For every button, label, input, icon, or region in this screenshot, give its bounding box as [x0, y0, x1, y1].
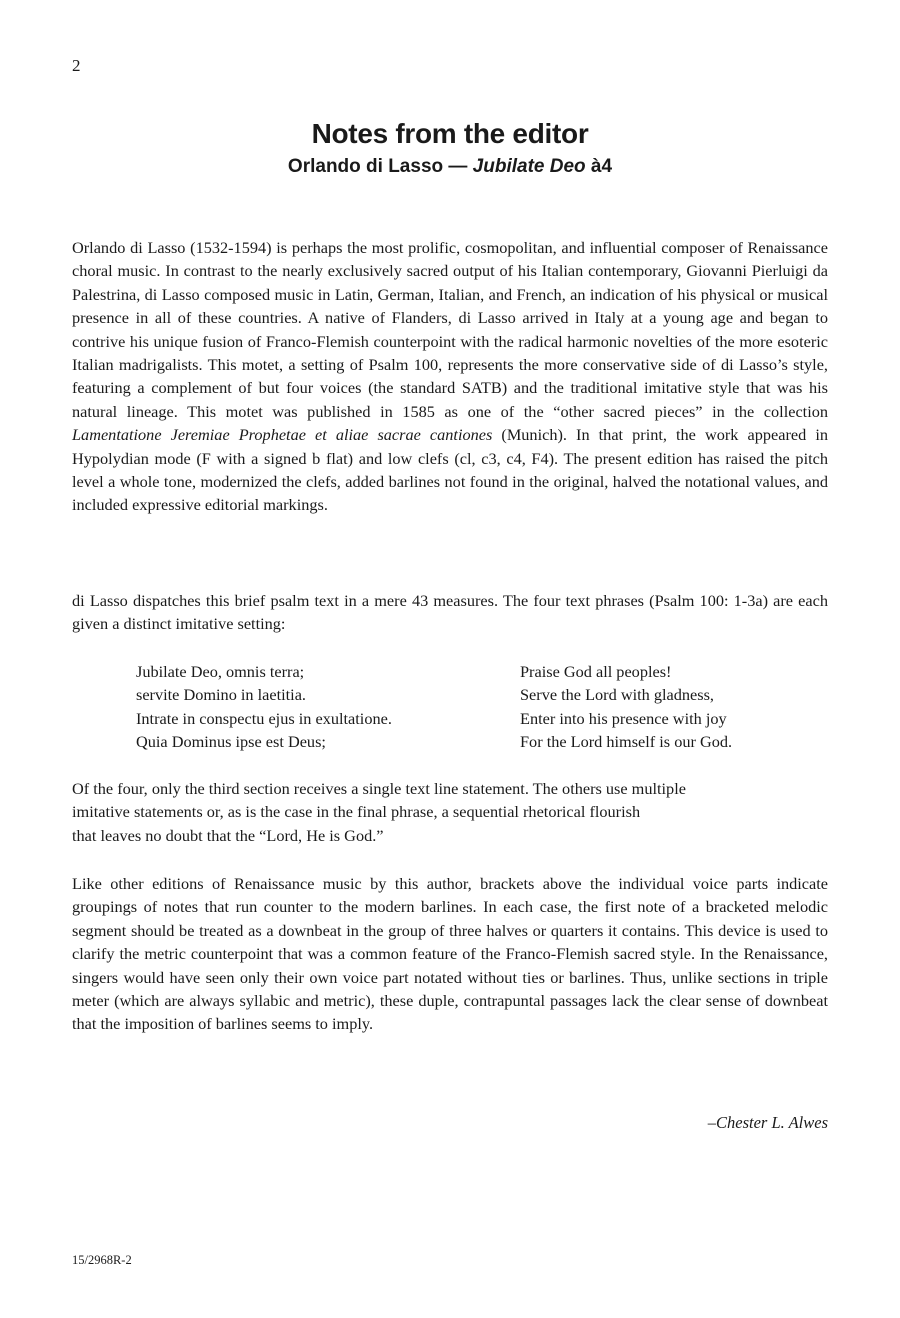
psalm-english-line: For the Lord himself is our God. — [520, 732, 733, 752]
psalm-latin-line: servite Domino in laetitia. — [136, 685, 307, 705]
paragraph-introduction-part-b: (Munich). In that print, the work appeared in Hypolydian mode (F with a signed b flat) and low clefs (cl, c3, c4, F4). The present edition has raised the pitch level a whole tone, modernized the clefs, added barlines not found in the original, halved the notational values, and included expressive editorial markings. — [72, 425, 828, 515]
collection-title: Lamentatione Jeremiae Prophetae et aliae sacrae cantiones — [72, 425, 493, 445]
editor-signature: –Chester L. Alwes — [707, 1113, 828, 1132]
paragraph-brackets: Like other editions of Renaissance music by this author, brackets above the individual voice parts indicate groupings of notes that run counter to the modern barlines. In each case, the first note of a bracketed melodic segment should be treated as a downbeat in the group of three halves or quarters it contains. This device is used to clarify the metric counterpoint that was a common feature of the Franco-Flemish sacred style. In the Renaissance, singers would have seen only their own voice part notated without ties or barlines. Thus, unlike sections in triple meter (which are always syllabic and metric), these duple, contrapuntal passages lack the clear sense of downbeat that the imposition of barlines seems to imply. — [72, 874, 828, 1034]
page-subtitle — [0, 156, 900, 178]
psalm-line — [136, 683, 816, 706]
psalm-english-line: Praise God all peoples! — [520, 662, 672, 681]
paragraph-sections-line: Of the four, only the third section receives a single text line statement. The others use multiple — [72, 779, 686, 798]
page-number: 2 — [72, 56, 81, 75]
paragraph-introduction — [72, 236, 828, 517]
paragraph-sections-line: imitative statements or, as is the case in the final phrase, a sequential rhetorical flourish — [72, 802, 641, 822]
page-title: Notes from the editor — [311, 118, 589, 149]
subtitle-work-title: Jubilate Deo — [472, 156, 586, 177]
paragraph-introduction-part-a: Orlando di Lasso (1532-1594) is perhaps the most prolific, cosmopolitan, and influential composer of Renaissance choral music. In contrast to the nearly exclusively sacred output of his Italian contemporary, Giovanni Pierluigi da Palestrina, di Lasso composed music in Latin, German, Italian, and French, an indication of his physical or musical presence in all of these countries. A native of Flanders, di Lasso arrived in Italy at a young age and began to contrive his unique fusion of Franco-Flemish counterpoint with the radical harmonic novelties of the more esoteric Italian madrigalists. This motet, a setting of Psalm 100, represents the more conservative side of di Lasso’s style, featuring a complement of but four voices (the standard SATB) and the traditional imitative style that was his natural lineage. This motet was published in 1585 as one of the “other sacred pieces” in the collection — [72, 238, 828, 421]
psalm-line — [136, 730, 816, 753]
catalog-code: 15/2968R-2 — [72, 1253, 132, 1267]
paragraph-sections — [72, 777, 828, 847]
psalm-english-line: Serve the Lord with gladness, — [520, 685, 714, 705]
psalm-latin-line: Intrate in conspectu ejus in exultatione. — [136, 708, 392, 728]
subtitle-composer: Orlando di Lasso — — [287, 156, 473, 177]
psalm-english-line: Enter into his presence with joy — [520, 708, 727, 728]
psalm-text-table — [136, 660, 816, 754]
paragraph-sections-line: that leaves no doubt that the “Lord, He is God.” — [72, 825, 384, 845]
subtitle-voicing: à4 — [585, 156, 613, 177]
psalm-line — [136, 660, 816, 683]
psalm-latin-line: Quia Dominus ipse est Deus; — [136, 732, 326, 752]
psalm-latin-line: Jubilate Deo, omnis terra; — [136, 662, 305, 681]
psalm-line — [136, 707, 816, 730]
paragraph-psalm-intro: di Lasso dispatches this brief psalm text in a mere 43 measures. The four text phrases (Psalm 100: 1-3a) are each given a distinct imitative setting: — [72, 591, 828, 634]
